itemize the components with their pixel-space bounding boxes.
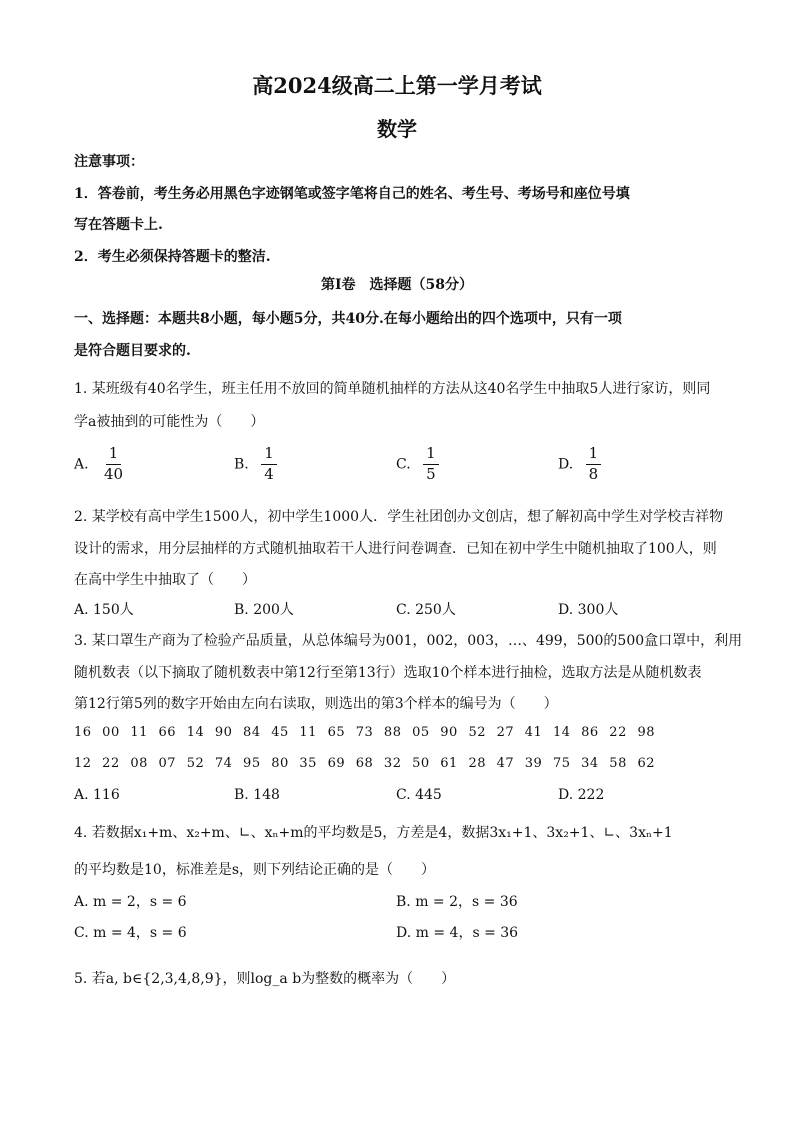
q1-option-a-num: 1 — [106, 446, 122, 465]
q1-option-b-num: 1 — [261, 446, 277, 465]
q1-option-d-den: 8 — [588, 464, 599, 483]
q4-line-1: 4. 若数据x₁+m、x₂+m、∟、xₙ+m的平均数是5，方差是4，数据3x₁+1、3x₂+1、∟、3xₙ+1 — [74, 825, 673, 841]
q2-line-1: 2. 某学校有高中学生1500人，初中学生1000人．学生社团创办文创店，想了解初高中学生对学校吉祥物 — [74, 509, 724, 525]
q2-option-b: B. 200人 — [234, 602, 294, 618]
q4-line-2: 的平均数是10，标准差是s，则下列结论正确的是（ ） — [74, 862, 435, 878]
q2-option-d: D. 300人 — [558, 602, 619, 618]
q1-option-b — [234, 446, 277, 483]
q1-option-a-fraction — [101, 446, 126, 483]
q3-option-d: D. 222 — [558, 787, 605, 803]
q3-line-2: 随机数表（以下摘取了随机数表中第12行至第13行）选取10个样本进行抽检，选取方法是从随机数表 — [74, 665, 702, 681]
q4-option-c: C. m = 4，s = 6 — [74, 925, 187, 941]
section-1-intro-line-2: 是符合题目要求的. — [74, 343, 191, 359]
q1-option-a-label: A. — [74, 456, 89, 473]
section-1-title: 第I卷 选择题（58分） — [320, 277, 474, 293]
q2-line-3: 在高中学生中抽取了（ ） — [74, 572, 256, 588]
q4-option-d: D. m = 4，s = 36 — [396, 925, 519, 941]
q2-option-a: A. 150人 — [74, 602, 134, 618]
q3-option-a: A. 116 — [74, 787, 120, 803]
q1-option-c-fraction — [423, 446, 439, 483]
q3-option-c: C. 445 — [396, 787, 442, 803]
q1-line-2: 学a被抽到的可能性为（ ） — [74, 414, 265, 430]
q1-option-c-label: C. — [396, 456, 411, 473]
q1-option-a — [74, 446, 126, 483]
q1-option-d — [558, 446, 601, 483]
note-2: 2．考生必须保持答题卡的整洁. — [74, 249, 271, 265]
q1-option-d-fraction — [586, 446, 602, 483]
q2-option-c: C. 250人 — [396, 602, 456, 618]
q1-option-c-den: 5 — [426, 464, 436, 483]
q3-line-1: 3. 某口罩生产商为了检验产品质量，从总体编号为001，002，003，…、499，500的500盒口罩中，利用 — [74, 633, 743, 649]
q1-option-d-num: 1 — [586, 446, 602, 465]
q3-option-b: B. 148 — [234, 787, 280, 803]
random-table-row-12: 16 00 11 66 14 90 84 45 11 65 73 88 05 90 52 27 41 14 86 22 98 — [74, 725, 656, 740]
exam-subject: 数学 — [377, 117, 417, 141]
q1-option-b-label: B. — [234, 456, 249, 473]
notes-heading: 注意事项： — [74, 154, 144, 170]
q1-option-d-label: D. — [558, 456, 574, 473]
note-1-line-2: 写在答题卡上. — [74, 217, 163, 233]
q1-option-b-fraction — [261, 446, 277, 483]
q2-line-2: 设计的需求，用分层抽样的方式随机抽取若干人进行问卷调查．已知在初中学生中随机抽取了100人，则 — [74, 541, 717, 557]
q1-option-c — [396, 446, 439, 483]
q4-option-b: B. m = 2，s = 36 — [396, 894, 518, 910]
q1-line-1: 1. 某班级有40名学生，班主任用不放回的简单随机抽样的方法从这40名学生中抽取5人进行家访，则同 — [74, 381, 711, 397]
q1-option-a-den: 40 — [104, 464, 124, 483]
exam-title: 高2024级高二上第一学月考试 — [252, 73, 542, 98]
q4-option-a: A. m = 2，s = 6 — [74, 894, 187, 910]
q5-line-1: 5. 若a, b∈{2,3,4,8,9}，则log_a b为整数的概率为（ ） — [74, 971, 456, 987]
section-1-intro-line-1: 一、选择题：本题共8小题，每小题5分，共40分.在每小题给出的四个选项中，只有一项 — [74, 311, 622, 327]
q1-option-c-num: 1 — [423, 446, 439, 465]
note-1-line-1: 1．答卷前，考生务必用黑色字迹钢笔或签字笔将自己的姓名、考生号、考场号和座位号填 — [74, 186, 630, 202]
q1-option-b-den: 4 — [264, 464, 274, 483]
random-table-row-13: 12 22 08 07 52 74 95 80 35 69 68 32 50 61 28 47 39 75 34 58 62 — [74, 756, 656, 771]
q3-line-3: 第12行第5列的数字开始由左向右读取，则选出的第3个样本的编号为（ ） — [74, 696, 558, 712]
